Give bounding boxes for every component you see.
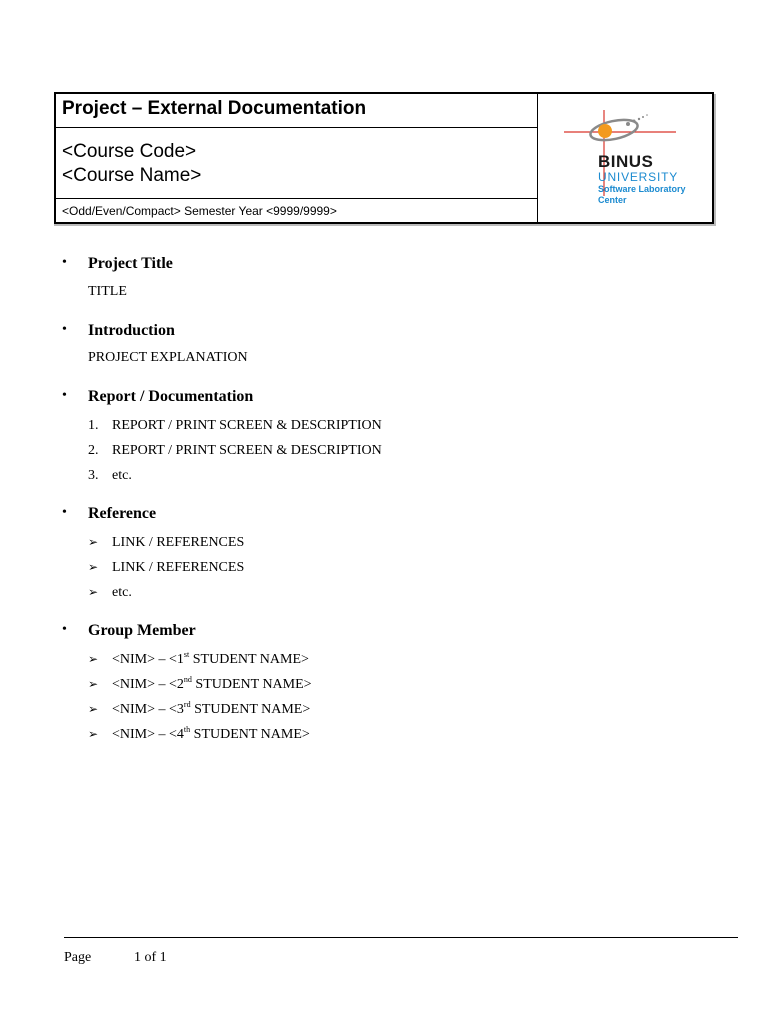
- list-item: [88, 443, 382, 459]
- arrow-bullet-icon: ➢: [88, 702, 99, 716]
- footer-page-label: Page: [64, 950, 92, 965]
- list-item: [88, 677, 312, 693]
- course-code: <Course Code>: [62, 141, 197, 162]
- document-header-table: [54, 92, 714, 224]
- list-item: [88, 585, 132, 601]
- ordinal-suffix: nd: [183, 675, 192, 684]
- arrow-bullet-icon: ➢: [88, 677, 99, 691]
- list-item-text: etc.: [112, 585, 132, 600]
- bullet-icon: •: [62, 388, 67, 403]
- list-item-text: etc.: [112, 468, 132, 483]
- arrow-bullet-icon: ➢: [88, 535, 99, 549]
- footer-page-number: 1 of 1: [134, 950, 167, 965]
- section-heading: Report / Documentation: [88, 388, 254, 405]
- arrow-bullet-icon: ➢: [88, 652, 99, 666]
- ordinal-suffix: st: [183, 650, 190, 659]
- ordinal-suffix: th: [183, 725, 191, 734]
- member-prefix: <NIM> – <3: [112, 702, 184, 717]
- header-shadow-right: [714, 94, 716, 224]
- logo-subtitle-line1: Software Laboratory: [598, 184, 686, 194]
- logo-university-text: UNIVERSITY: [598, 170, 679, 184]
- semester-info: <Odd/Even/Compact> Semester Year <9999/9999>: [62, 204, 337, 218]
- bullet-icon: •: [62, 322, 67, 337]
- project-title-content: TITLE: [88, 284, 127, 299]
- list-number: 3.: [88, 468, 99, 483]
- member-prefix: <NIM> – <4: [112, 727, 184, 742]
- introduction-content: PROJECT EXPLANATION: [88, 350, 248, 365]
- header-text-column: [56, 94, 538, 222]
- list-item: [88, 702, 310, 718]
- bullet-icon: •: [62, 255, 67, 270]
- bullet-icon: •: [62, 505, 67, 520]
- member-prefix: <NIM> – <2: [112, 677, 184, 692]
- list-item-text: REPORT / PRINT SCREEN & DESCRIPTION: [112, 443, 382, 458]
- section-heading: Introduction: [88, 322, 175, 339]
- document-title: Project – External Documentation: [56, 94, 537, 128]
- logo-cell: [538, 94, 712, 222]
- binus-logo: [558, 108, 698, 208]
- section-heading: Project Title: [88, 255, 173, 272]
- course-info: [56, 128, 537, 199]
- course-name: <Course Name>: [62, 165, 202, 186]
- list-number: 2.: [88, 443, 99, 458]
- list-item: [88, 727, 310, 743]
- section-heading: Reference: [88, 505, 157, 522]
- list-item: [88, 652, 309, 668]
- arrow-bullet-icon: ➢: [88, 560, 99, 574]
- list-item-text: LINK / REFERENCES: [112, 535, 245, 550]
- member-suffix: STUDENT NAME>: [190, 727, 310, 742]
- list-item: [88, 535, 244, 551]
- arrow-bullet-icon: ➢: [88, 727, 99, 741]
- list-item-text: LINK / REFERENCES: [112, 560, 245, 575]
- logo-subtitle-line2: Center: [598, 195, 627, 205]
- footer-divider: [64, 937, 738, 938]
- member-prefix: <NIM> – <1: [112, 652, 184, 667]
- list-item: [88, 560, 244, 576]
- list-item: [88, 418, 382, 434]
- list-item-text: REPORT / PRINT SCREEN & DESCRIPTION: [112, 418, 382, 433]
- logo-subtitle: [598, 184, 708, 206]
- member-suffix: STUDENT NAME>: [190, 702, 311, 717]
- member-suffix: STUDENT NAME>: [189, 652, 309, 667]
- logo-brand-text: BINUS: [598, 152, 654, 171]
- list-number: 1.: [88, 418, 99, 433]
- member-suffix: STUDENT NAME>: [191, 677, 312, 692]
- header-shadow-bottom: [54, 224, 716, 226]
- section-heading: Group Member: [88, 622, 196, 639]
- list-item: [88, 468, 132, 484]
- bullet-icon: •: [62, 622, 67, 637]
- arrow-bullet-icon: ➢: [88, 585, 99, 599]
- ordinal-suffix: rd: [183, 700, 191, 709]
